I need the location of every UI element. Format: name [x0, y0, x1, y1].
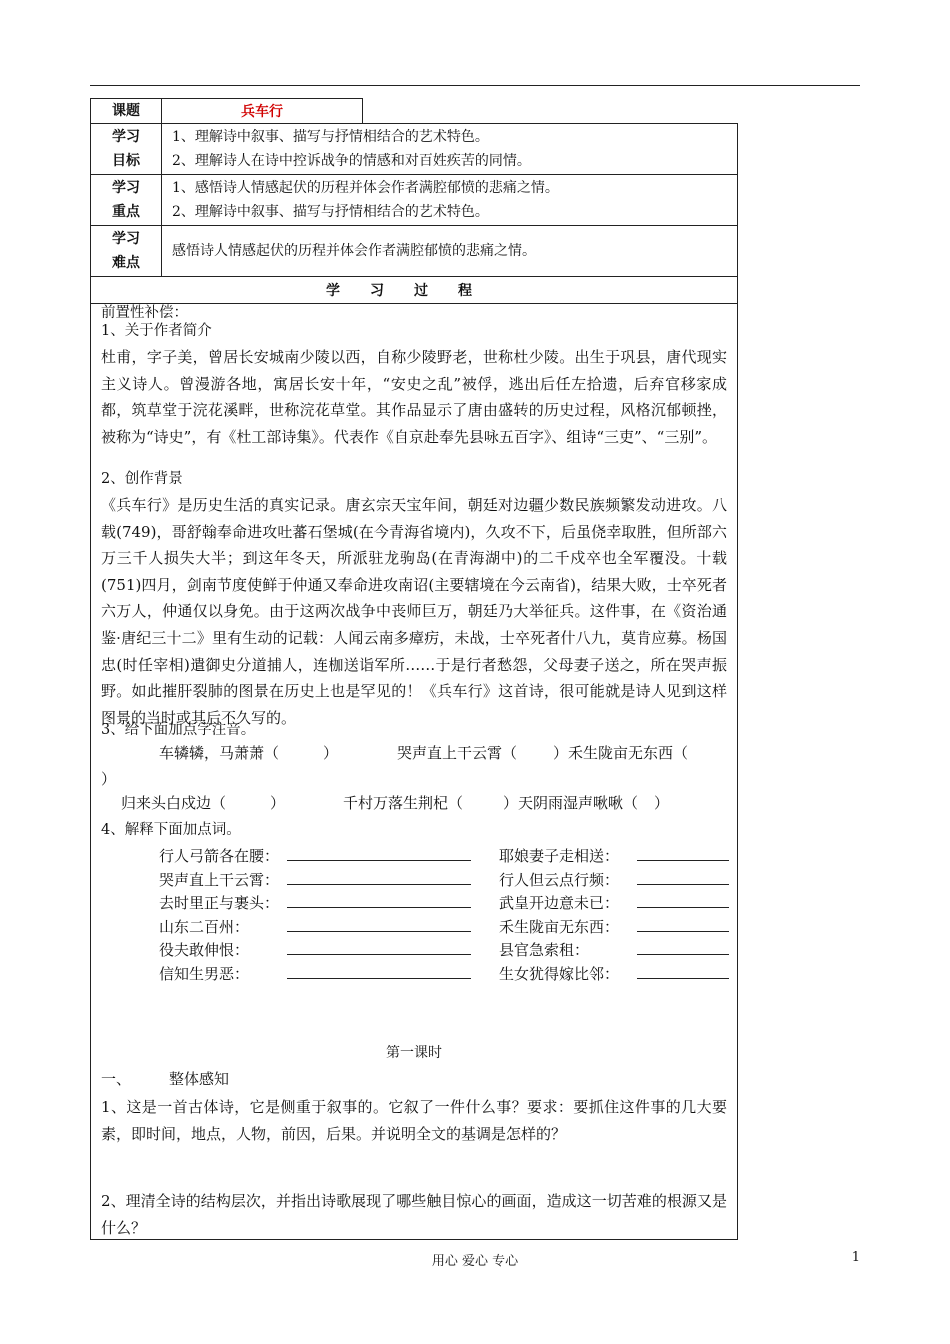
keypoints-label: 学习 重点 [91, 175, 162, 226]
section-2-heading: 2、创作背景 [101, 471, 183, 487]
answer-blank[interactable] [287, 844, 471, 861]
section-1-heading: 1、关于作者简介 [101, 323, 212, 339]
answer-blank[interactable] [287, 938, 471, 955]
part-1-title: 整体感知 [169, 1070, 230, 1088]
vocab-item-right: 禾生陇亩无东西： [499, 915, 729, 937]
pinyin-row-1a: 车辚辚，马萧萧（ ） [159, 744, 339, 762]
pinyin-row-2b: 千村万落生荆杞（ ）天阴雨湿声啾啾（ ） [343, 794, 670, 812]
intro-label: 前置性补偿： [101, 305, 188, 321]
vocab-item-right: 行人但云点行频： [499, 868, 729, 890]
vocab-item-right: 耶娘妻子走相送： [499, 844, 729, 866]
answer-blank[interactable] [637, 891, 729, 908]
question-1: 1、这是一首古体诗，它是侧重于叙事的。它叙了一件什么事？要求：要抓住这件事的几大要素，即时间，地点，人物，前因，后果。并说明全文的基调是怎样的？ [101, 1098, 727, 1143]
difficulties-content: 感悟诗人情感起伏的历程并体会作者满腔郁愤的悲痛之情。 [162, 226, 738, 277]
part-1-number: 一、 [101, 1070, 132, 1088]
objectives-content: 1、理解诗中叙事、描写与抒情相结合的艺术特色。 2、理解诗人在诗中控诉战争的情感和对百姓疾苦的同情。 [162, 124, 738, 175]
vocab-item-right: 生女犹得嫁比邻： [499, 962, 729, 984]
vocab-item-left: 山东二百州： [159, 915, 471, 937]
difficulties-label: 学习 难点 [91, 226, 162, 277]
title-row [91, 99, 738, 124]
vocab-item-left: 信知生男恶： [159, 962, 471, 984]
answer-blank[interactable] [287, 962, 471, 979]
page-number: 1 [851, 1250, 860, 1265]
vocab-item-left: 去时里正与裹头： [159, 891, 471, 913]
lesson-1-heading: 第一课时 [386, 1045, 442, 1061]
pinyin-row-2a: 归来头白戍边（ ） [121, 794, 286, 812]
footer-text: 用心 爱心 专心 [431, 1254, 519, 1269]
background-text: 《兵车行》是历史生活的真实记录。唐玄宗天宝年间，朝廷对边疆少数民族频繁发动进攻。八载(749)，哥舒翰奉命进攻吐蕃石堡城(在今青海省境内)，久攻不下，后虽侥幸取胜，但所部六万三千人损失大半；到这年冬天，所派驻龙驹岛(在青海湖中)的二千戍卒也全军覆没。十载(751)四月，剑南节度使鲜于仲通又奉命进攻南诏(主要辖境在今云南省)，结果大败，士卒死者六万人，仲通仅以身免。由于这两次战争中丧师巨万，朝廷乃大举征兵。这件事，在《资治通鉴·唐纪三十二》里有生动的记载：人闻云南多瘴疠，未战，士卒死者什八九，莫肯应募。杨国忠(时任宰相)遣御史分道捕人，连枷送诣军所……于是行者愁怨，父母妻子送之，所在哭声振野。如此摧肝裂肺的图景在历史上也是罕见的！《兵车行》这首诗，很可能就是诗人见到这样图景的当时或其后不久写的。 [101, 496, 727, 727]
difficulties-row [91, 226, 738, 277]
vocab-item-left: 哭声直上干云霄： [159, 868, 471, 890]
objectives-label: 学习 目标 [91, 124, 162, 175]
question-2: 2、理清全诗的结构层次，并指出诗歌展现了哪些触目惊心的画面，造成这一切苦难的根源又是什么？ [101, 1192, 727, 1237]
answer-blank[interactable] [637, 962, 729, 979]
answer-blank[interactable] [287, 891, 471, 908]
answer-blank[interactable] [287, 915, 471, 932]
pinyin-row-1b: 哭声直上干云霄（ ）禾生陇亩无东西（ [397, 744, 689, 762]
study-process-box [90, 300, 738, 1240]
author-intro-text: 杜甫，字子美，曾居长安城南少陵以西，自称少陵野老，世称杜少陵。出生于巩县，唐代现实主义诗人。曾漫游各地，寓居长安十年，“安史之乱”被俘，逃出后任左拾遗，后弃官移家成都，筑草堂于浣花溪畔，世称浣花草堂。其作品显示了唐由盛转的历史过程，风格沉郁顿挫，被称为“诗史”，有《杜工部诗集》。代表作《自京赴奉先县咏五百字》、组诗“三吏”、“三别”。 [101, 348, 727, 446]
vocab-item-left: 役夫敢伸恨： [159, 938, 471, 960]
pinyin-row-1c: ） [101, 770, 117, 788]
section-4-heading: 4、解释下面加点词。 [101, 822, 241, 838]
answer-blank[interactable] [637, 868, 729, 885]
section-3-heading: 3、给下面加点字注音。 [101, 722, 256, 738]
lesson-header-table [90, 98, 738, 304]
process-heading: 学习过程 [91, 277, 738, 304]
objectives-row [91, 124, 738, 175]
answer-blank[interactable] [637, 915, 729, 932]
answer-blank[interactable] [637, 844, 729, 861]
keypoints-row [91, 175, 738, 226]
top-rule [90, 85, 860, 86]
answer-blank[interactable] [287, 868, 471, 885]
vocab-item-right: 武皇开边意未已： [499, 891, 729, 913]
vocab-item-right: 县官急索租： [499, 938, 729, 960]
vocab-item-left: 行人弓箭各在腰： [159, 844, 471, 866]
lesson-title: 兵车行 [162, 99, 363, 124]
title-label: 课题 [91, 99, 162, 124]
answer-blank[interactable] [637, 938, 729, 955]
keypoints-content: 1、感悟诗人情感起伏的历程并体会作者满腔郁愤的悲痛之情。 2、理解诗中叙事、描写与抒情相结合的艺术特色。 [162, 175, 738, 226]
